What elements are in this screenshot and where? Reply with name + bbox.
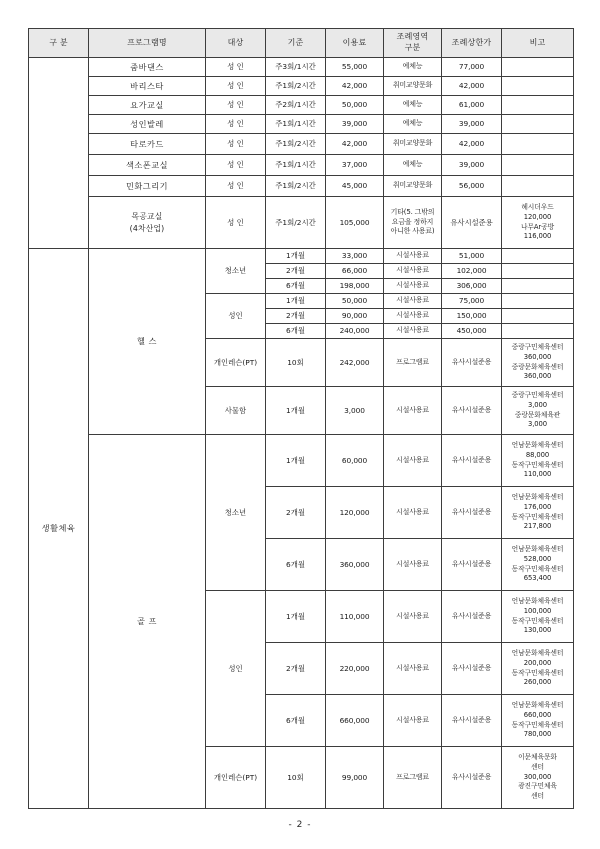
cell-ordinance-area: 시설사용료 bbox=[384, 294, 442, 309]
cell-standard: 1개월 bbox=[266, 435, 326, 487]
table-row bbox=[29, 249, 574, 264]
note-line4: 260,000 bbox=[523, 678, 552, 687]
note-line3: 동작구민체육센터 bbox=[511, 460, 564, 469]
cell-ordinance-cap: 39,000 bbox=[442, 115, 502, 134]
note-line1: 중랑구민체육센터 bbox=[511, 390, 564, 399]
note-line1: 언남문화체육센터 bbox=[511, 700, 564, 709]
table-row bbox=[29, 115, 574, 134]
cell-ordinance-area: 시설사용료 bbox=[384, 695, 442, 747]
cell-fee: 105,000 bbox=[326, 197, 384, 249]
cell-target: 성인 bbox=[206, 591, 266, 747]
column-header-fee: 이용료 bbox=[326, 29, 384, 58]
cell-note bbox=[502, 249, 574, 264]
cell-fee: 90,000 bbox=[326, 309, 384, 324]
note-line1: 이문체육문화 bbox=[518, 752, 557, 761]
cell-fee: 120,000 bbox=[326, 487, 384, 539]
note-line3: 동작구민체육센터 bbox=[511, 668, 564, 677]
cell-standard: 주1회/1시간 bbox=[266, 115, 326, 134]
cell-standard: 1개월 bbox=[266, 249, 326, 264]
cell-program-name: 요가교실 bbox=[89, 96, 206, 115]
cell-standard: 10회 bbox=[266, 747, 326, 809]
note-line2: 200,000 bbox=[523, 658, 552, 667]
cell-note bbox=[502, 695, 574, 747]
cell-ordinance-cap: 61,000 bbox=[442, 96, 502, 115]
table-row bbox=[29, 176, 574, 197]
cell-standard: 2개월 bbox=[266, 264, 326, 279]
cell-ordinance-cap: 유사시설준용 bbox=[442, 487, 502, 539]
column-header-program-name: 프로그램명 bbox=[89, 29, 206, 58]
cell-fee: 110,000 bbox=[326, 591, 384, 643]
cell-ordinance-cap: 유사시설준용 bbox=[442, 643, 502, 695]
column-header-standard: 기준 bbox=[266, 29, 326, 58]
cell-ordinance-cap: 유사시설준용 bbox=[442, 747, 502, 809]
cell-ordinance-area: 시설사용료 bbox=[384, 539, 442, 591]
cell-ordinance-area: 시설사용료 bbox=[384, 309, 442, 324]
note-line3: 동작구민체육센터 bbox=[511, 512, 564, 521]
note-line3: 동작구민체육센터 bbox=[511, 720, 564, 729]
note-line4: 780,000 bbox=[523, 730, 552, 739]
note-line4: 광진구민체육 bbox=[518, 782, 557, 791]
cell-ordinance-cap: 51,000 bbox=[442, 249, 502, 264]
cell-ordinance-cap: 42,000 bbox=[442, 77, 502, 96]
cell-fee: 50,000 bbox=[326, 294, 384, 309]
page-number-footer: - 2 - bbox=[288, 820, 312, 830]
cell-ordinance-cap: 유사시설준용 bbox=[442, 539, 502, 591]
cell-note bbox=[502, 324, 574, 339]
note-line2: 120,000 bbox=[523, 212, 552, 221]
cell-note bbox=[502, 279, 574, 294]
note-line4: 130,000 bbox=[523, 626, 552, 635]
cell-standard: 6개월 bbox=[266, 324, 326, 339]
cell-ordinance-cap: 150,000 bbox=[442, 309, 502, 324]
cell-note bbox=[502, 115, 574, 134]
header-row bbox=[29, 29, 574, 58]
cell-note bbox=[502, 435, 574, 487]
cell-ordinance-area: 취미교양문화 bbox=[384, 134, 442, 155]
cell-target: 성 인 bbox=[206, 155, 266, 176]
note-line2: 176,000 bbox=[523, 502, 552, 511]
cell-standard: 6개월 bbox=[266, 539, 326, 591]
cell-note bbox=[502, 294, 574, 309]
cell-ordinance-area: 취미교양문화 bbox=[384, 77, 442, 96]
cell-fee: 55,000 bbox=[326, 58, 384, 77]
note-line2: 88,000 bbox=[525, 450, 550, 459]
cell-target: 개인레슨(PT) bbox=[206, 747, 266, 809]
table-row bbox=[29, 134, 574, 155]
cell-note bbox=[502, 487, 574, 539]
cell-ordinance-cap: 75,000 bbox=[442, 294, 502, 309]
cell-program-name: 타로카드 bbox=[89, 134, 206, 155]
cell-standard: 6개월 bbox=[266, 695, 326, 747]
cell-ordinance-area: 시설사용료 bbox=[384, 435, 442, 487]
cell-standard: 2개월 bbox=[266, 643, 326, 695]
cell-ordinance-area: 시설사용료 bbox=[384, 264, 442, 279]
cell-fee: 198,000 bbox=[326, 279, 384, 294]
cell-ordinance-cap: 유사시설준용 bbox=[442, 435, 502, 487]
cell-target: 성 인 bbox=[206, 77, 266, 96]
column-header-note: 비고 bbox=[502, 29, 574, 58]
table-row bbox=[29, 197, 574, 249]
cell-note bbox=[502, 155, 574, 176]
cell-ordinance-area: 시설사용료 bbox=[384, 591, 442, 643]
cell-program-name bbox=[89, 197, 206, 249]
program-name-line2: (4차산업) bbox=[129, 223, 165, 233]
note-line1: 언남문화체육센터 bbox=[511, 544, 564, 553]
program-fee-table bbox=[28, 28, 574, 809]
note-line2: 360,000 bbox=[523, 352, 552, 361]
cell-standard: 1개월 bbox=[266, 387, 326, 435]
table-row bbox=[29, 155, 574, 176]
note-line2: 660,000 bbox=[523, 710, 552, 719]
cell-ordinance-cap: 56,000 bbox=[442, 176, 502, 197]
note-line4: 3,000 bbox=[528, 420, 547, 429]
cell-note bbox=[502, 264, 574, 279]
cell-program-name: 골 프 bbox=[89, 435, 206, 809]
cell-note bbox=[502, 539, 574, 591]
note-line3: 동작구민체육센터 bbox=[511, 616, 564, 625]
cell-note bbox=[502, 643, 574, 695]
cell-target: 개인레슨(PT) bbox=[206, 339, 266, 387]
cell-ordinance-cap: 306,000 bbox=[442, 279, 502, 294]
cell-target: 성 인 bbox=[206, 176, 266, 197]
cell-ordinance-area: 시설사용료 bbox=[384, 487, 442, 539]
cell-fee: 33,000 bbox=[326, 249, 384, 264]
cell-standard: 주1회/2시간 bbox=[266, 77, 326, 96]
column-header-ordinance-cap: 조례상한가 bbox=[442, 29, 502, 58]
cell-standard: 6개월 bbox=[266, 279, 326, 294]
cell-ordinance-area: 시설사용료 bbox=[384, 387, 442, 435]
cell-ordinance-area: 예체능 bbox=[384, 58, 442, 77]
cell-target: 성인 bbox=[206, 294, 266, 339]
note-line4: 360,000 bbox=[523, 372, 552, 381]
table-row bbox=[29, 96, 574, 115]
note-line2: 3,000 bbox=[528, 400, 547, 409]
cell-standard: 주1회/2시간 bbox=[266, 197, 326, 249]
cell-standard: 주1회/2시간 bbox=[266, 176, 326, 197]
cell-fee: 360,000 bbox=[326, 539, 384, 591]
cell-standard: 주3회/1시간 bbox=[266, 58, 326, 77]
cell-ordinance-area: 프로그램료 bbox=[384, 747, 442, 809]
cell-standard: 10회 bbox=[266, 339, 326, 387]
cell-standard: 주1회/2시간 bbox=[266, 134, 326, 155]
cell-target: 청소년 bbox=[206, 435, 266, 591]
note-line1: 중랑구민체육센터 bbox=[511, 342, 564, 351]
cell-ordinance-area: 취미교양문화 bbox=[384, 176, 442, 197]
cell-standard: 2개월 bbox=[266, 487, 326, 539]
note-line1: 언남문화체육센터 bbox=[511, 648, 564, 657]
note-line5: 센터 bbox=[531, 792, 544, 801]
cell-ordinance-cap: 유사시설준용 bbox=[442, 339, 502, 387]
column-header-division: 구 분 bbox=[29, 29, 89, 58]
cell-target: 사물함 bbox=[206, 387, 266, 435]
program-name-line1: 목공교실 bbox=[131, 211, 163, 221]
cell-note bbox=[502, 58, 574, 77]
cell-ordinance-cap: 39,000 bbox=[442, 155, 502, 176]
cell-ordinance-area: 기타(5. 그밖의 요금을 정하지 아니한 사용료) bbox=[384, 197, 442, 249]
ordinance-area-line1: 조례영역 bbox=[396, 32, 429, 42]
cell-ordinance-area: 시설사용료 bbox=[384, 643, 442, 695]
cell-division-blank bbox=[29, 58, 89, 249]
cell-fee: 220,000 bbox=[326, 643, 384, 695]
cell-ordinance-area: 프로그램료 bbox=[384, 339, 442, 387]
cell-fee: 50,000 bbox=[326, 96, 384, 115]
note-line3: 나무Ar공방 bbox=[520, 222, 555, 231]
cell-standard: 2개월 bbox=[266, 309, 326, 324]
cell-fee: 60,000 bbox=[326, 435, 384, 487]
cell-note bbox=[502, 591, 574, 643]
cell-target: 성 인 bbox=[206, 115, 266, 134]
column-header-target: 대상 bbox=[206, 29, 266, 58]
cell-note bbox=[502, 747, 574, 809]
cell-ordinance-area: 예체능 bbox=[384, 155, 442, 176]
cell-note bbox=[502, 134, 574, 155]
cell-program-name: 헬 스 bbox=[89, 249, 206, 435]
note-line1: 언남문화체육센터 bbox=[511, 596, 564, 605]
cell-target: 성 인 bbox=[206, 58, 266, 77]
note-line3: 중랑문화체육센터 bbox=[511, 362, 564, 371]
cell-standard: 1개월 bbox=[266, 591, 326, 643]
cell-standard: 주2회/1시간 bbox=[266, 96, 326, 115]
cell-fee: 660,000 bbox=[326, 695, 384, 747]
cell-note bbox=[502, 96, 574, 115]
cell-fee: 99,000 bbox=[326, 747, 384, 809]
note-line3: 300,000 bbox=[523, 772, 552, 781]
table-row bbox=[29, 435, 574, 487]
cell-fee: 45,000 bbox=[326, 176, 384, 197]
cell-target: 성 인 bbox=[206, 96, 266, 115]
cell-ordinance-cap: 42,000 bbox=[442, 134, 502, 155]
cell-ordinance-cap: 450,000 bbox=[442, 324, 502, 339]
cell-fee: 242,000 bbox=[326, 339, 384, 387]
note-line4: 110,000 bbox=[523, 470, 552, 479]
cell-ordinance-area: 시설사용료 bbox=[384, 279, 442, 294]
note-line4: 217,800 bbox=[523, 522, 552, 531]
cell-ordinance-cap: 유사시설준용 bbox=[442, 695, 502, 747]
cell-fee: 42,000 bbox=[326, 134, 384, 155]
cell-fee: 37,000 bbox=[326, 155, 384, 176]
cell-note bbox=[502, 77, 574, 96]
ordinance-area-line2: 구분 bbox=[404, 43, 421, 52]
cell-note bbox=[502, 339, 574, 387]
cell-fee: 39,000 bbox=[326, 115, 384, 134]
note-line1: 헤시더우드 bbox=[521, 202, 554, 211]
note-line1: 언남문화체육센터 bbox=[511, 492, 564, 501]
cell-program-name: 성인발레 bbox=[89, 115, 206, 134]
cell-ordinance-cap: 77,000 bbox=[442, 58, 502, 77]
cell-standard: 주1회/1시간 bbox=[266, 155, 326, 176]
cell-ordinance-cap: 102,000 bbox=[442, 264, 502, 279]
cell-target: 성 인 bbox=[206, 197, 266, 249]
cell-ordinance-area: 예체능 bbox=[384, 115, 442, 134]
cell-ordinance-area: 시설사용료 bbox=[384, 324, 442, 339]
table-row bbox=[29, 77, 574, 96]
note-line3: 중랑문화체육관 bbox=[514, 410, 561, 419]
cell-note bbox=[502, 197, 574, 249]
cell-division: 생활체육 bbox=[29, 249, 89, 809]
cell-note bbox=[502, 309, 574, 324]
cell-program-name: 색소폰교실 bbox=[89, 155, 206, 176]
cell-note bbox=[502, 387, 574, 435]
note-line2: 센터 bbox=[531, 762, 544, 771]
column-header-ordinance-area bbox=[384, 29, 442, 58]
table-row bbox=[29, 58, 574, 77]
table-body bbox=[29, 58, 574, 809]
note-line4: 116,000 bbox=[523, 232, 552, 241]
cell-ordinance-cap: 유사시설준용 bbox=[442, 197, 502, 249]
cell-ordinance-area: 예체능 bbox=[384, 96, 442, 115]
cell-ordinance-cap: 유사시설준용 bbox=[442, 591, 502, 643]
cell-program-name: 바리스타 bbox=[89, 77, 206, 96]
note-line4: 653,400 bbox=[523, 574, 552, 583]
cell-ordinance-cap: 유사시설준용 bbox=[442, 387, 502, 435]
cell-target: 성 인 bbox=[206, 134, 266, 155]
cell-note bbox=[502, 176, 574, 197]
cell-target: 청소년 bbox=[206, 249, 266, 294]
cell-ordinance-area: 시설사용료 bbox=[384, 249, 442, 264]
note-line2: 528,000 bbox=[523, 554, 552, 563]
cell-fee: 42,000 bbox=[326, 77, 384, 96]
cell-fee: 66,000 bbox=[326, 264, 384, 279]
cell-fee: 240,000 bbox=[326, 324, 384, 339]
note-line2: 100,000 bbox=[523, 606, 552, 615]
note-line3: 동작구민체육센터 bbox=[511, 564, 564, 573]
cell-program-name: 줌바댄스 bbox=[89, 58, 206, 77]
cell-program-name: 민화그리기 bbox=[89, 176, 206, 197]
note-line1: 언남문화체육센터 bbox=[511, 440, 564, 449]
cell-fee: 3,000 bbox=[326, 387, 384, 435]
table-header bbox=[29, 29, 574, 58]
cell-standard: 1개월 bbox=[266, 294, 326, 309]
